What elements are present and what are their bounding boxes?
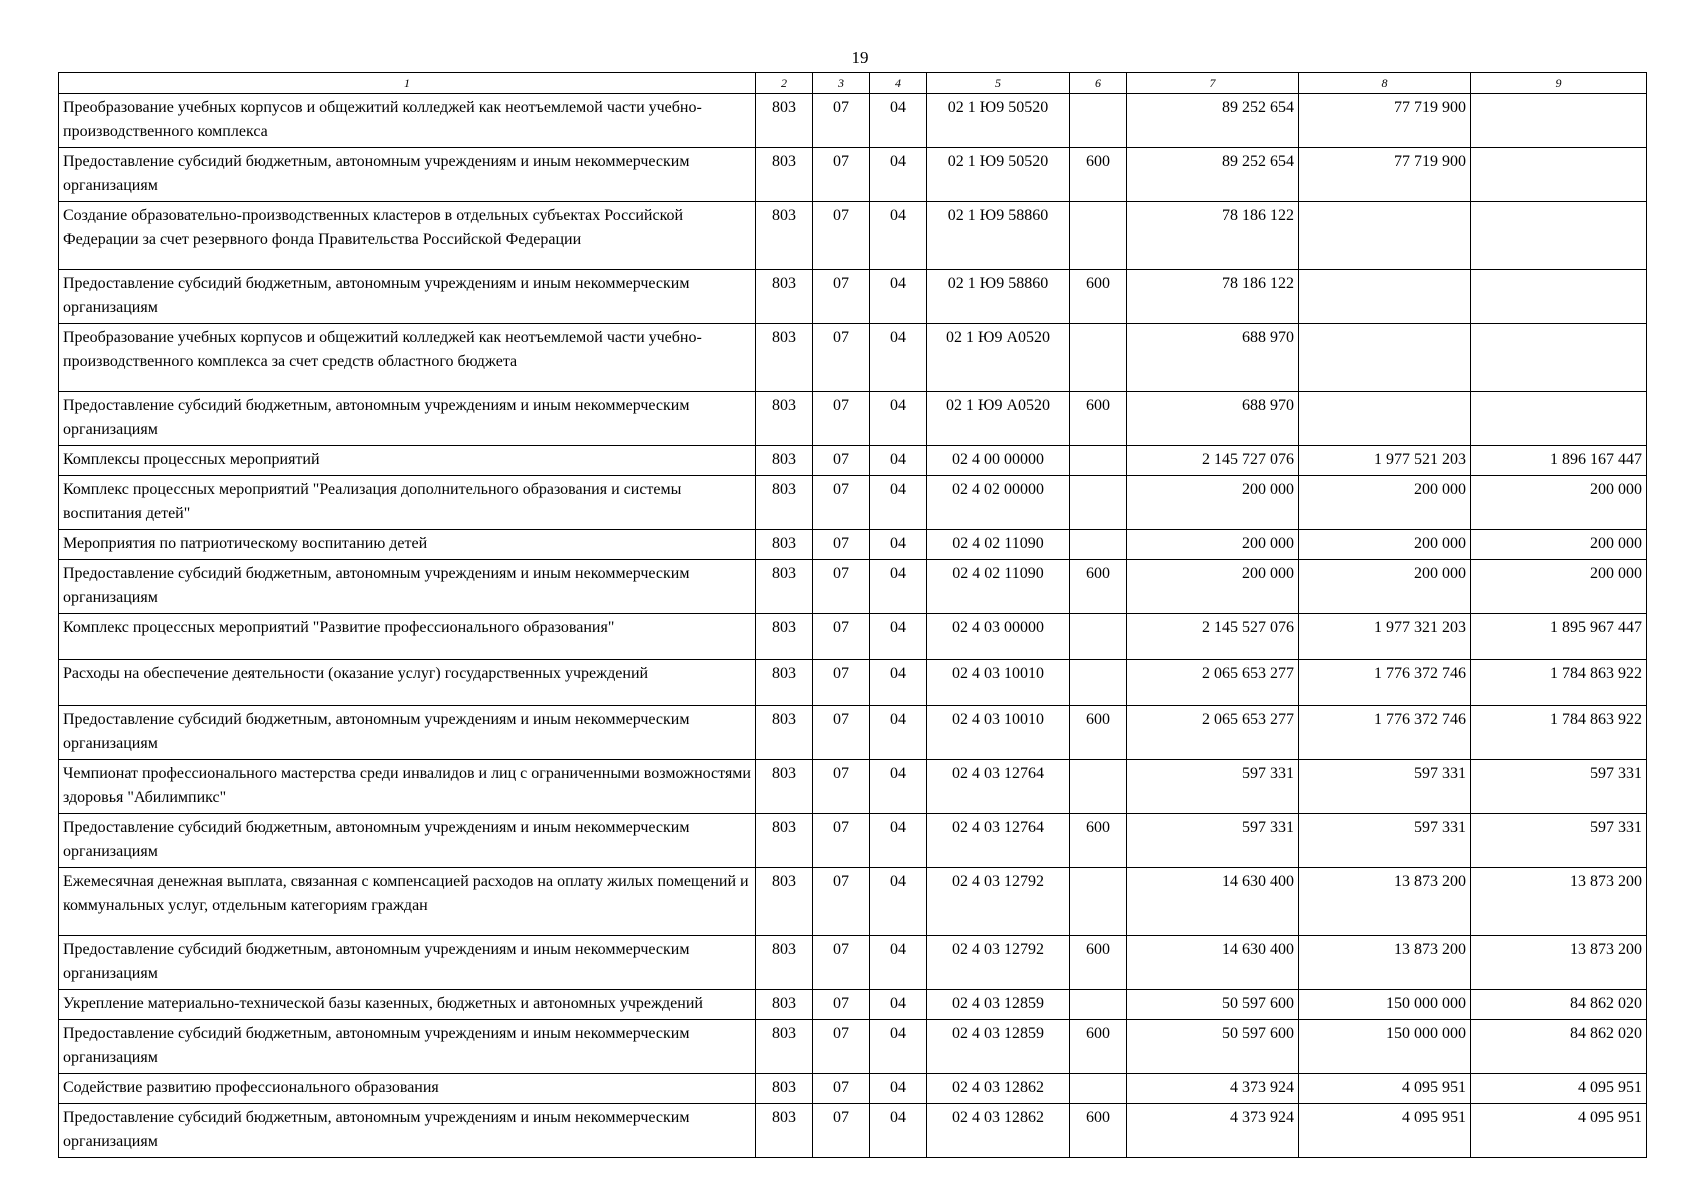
expense-type-cell: 600: [1070, 270, 1127, 324]
target-article-cell: 02 4 03 12764: [927, 814, 1070, 868]
section-code-cell: 07: [813, 148, 870, 202]
expense-type-cell: [1070, 760, 1127, 814]
subsection-code-cell: 04: [870, 990, 927, 1020]
subsection-code-cell: 04: [870, 660, 927, 706]
table-row: [59, 202, 1647, 270]
ministry-code-cell: 803: [756, 990, 813, 1020]
target-article-cell: 02 4 03 12862: [927, 1104, 1070, 1158]
subsection-code-cell: 04: [870, 202, 927, 270]
amount-year2-cell: [1299, 270, 1471, 324]
ministry-code-cell: 803: [756, 1104, 813, 1158]
section-code-cell: 07: [813, 94, 870, 148]
amount-year3-cell: 84 862 020: [1471, 990, 1647, 1020]
table-row: [59, 530, 1647, 560]
expense-name-cell: Предоставление субсидий бюджетным, автономным учреждениям и иным некоммерческим организациям: [59, 936, 756, 990]
expense-type-cell: [1070, 868, 1127, 936]
subsection-code-cell: 04: [870, 936, 927, 990]
section-code-cell: 07: [813, 660, 870, 706]
ministry-code-cell: 803: [756, 814, 813, 868]
expense-name-cell: Предоставление субсидий бюджетным, автономным учреждениям и иным некоммерческим организациям: [59, 392, 756, 446]
amount-year3-cell: [1471, 324, 1647, 392]
amount-year1-cell: 14 630 400: [1127, 936, 1299, 990]
table-row: [59, 148, 1647, 202]
amount-year1-cell: 89 252 654: [1127, 148, 1299, 202]
subsection-code-cell: 04: [870, 446, 927, 476]
expense-type-cell: [1070, 476, 1127, 530]
section-code-cell: 07: [813, 530, 870, 560]
ministry-code-cell: 803: [756, 530, 813, 560]
expense-type-cell: 600: [1070, 1020, 1127, 1074]
amount-year3-cell: 4 095 951: [1471, 1104, 1647, 1158]
amount-year1-cell: 597 331: [1127, 814, 1299, 868]
column-number: 8: [1299, 73, 1471, 94]
target-article-cell: 02 1 Ю9 50520: [927, 94, 1070, 148]
table-row: [59, 270, 1647, 324]
amount-year2-cell: 13 873 200: [1299, 868, 1471, 936]
section-code-cell: 07: [813, 868, 870, 936]
expense-name-cell: Чемпионат профессионального мастерства среди инвалидов и лиц с ограниченными возможностями здоровья "Абилимпикс": [59, 760, 756, 814]
expense-type-cell: 600: [1070, 814, 1127, 868]
target-article-cell: 02 1 Ю9 58860: [927, 270, 1070, 324]
amount-year1-cell: 200 000: [1127, 560, 1299, 614]
amount-year1-cell: 200 000: [1127, 530, 1299, 560]
target-article-cell: 02 4 03 10010: [927, 706, 1070, 760]
target-article-cell: 02 4 03 12792: [927, 936, 1070, 990]
expense-type-cell: [1070, 990, 1127, 1020]
amount-year2-cell: 13 873 200: [1299, 936, 1471, 990]
expense-name-cell: Предоставление субсидий бюджетным, автономным учреждениям и иным некоммерческим организациям: [59, 1104, 756, 1158]
target-article-cell: 02 4 03 12862: [927, 1074, 1070, 1104]
expense-type-cell: 600: [1070, 1104, 1127, 1158]
table-row: [59, 760, 1647, 814]
page-number: 19: [851, 48, 869, 67]
target-article-cell: 02 1 Ю9 50520: [927, 148, 1070, 202]
ministry-code-cell: 803: [756, 446, 813, 476]
expense-name-cell: Предоставление субсидий бюджетным, автономным учреждениям и иным некоммерческим организациям: [59, 148, 756, 202]
amount-year3-cell: 4 095 951: [1471, 1074, 1647, 1104]
section-code-cell: 07: [813, 760, 870, 814]
amount-year2-cell: [1299, 324, 1471, 392]
ministry-code-cell: 803: [756, 148, 813, 202]
section-code-cell: 07: [813, 1074, 870, 1104]
target-article-cell: 02 4 03 12792: [927, 868, 1070, 936]
expense-type-cell: 600: [1070, 560, 1127, 614]
column-number: 2: [756, 73, 813, 94]
column-number: 9: [1471, 73, 1647, 94]
table-row: [59, 392, 1647, 446]
target-article-cell: 02 4 03 12859: [927, 1020, 1070, 1074]
amount-year3-cell: 13 873 200: [1471, 868, 1647, 936]
amount-year2-cell: [1299, 392, 1471, 446]
amount-year2-cell: 597 331: [1299, 760, 1471, 814]
amount-year2-cell: 200 000: [1299, 560, 1471, 614]
table-row: [59, 560, 1647, 614]
expense-type-cell: [1070, 446, 1127, 476]
subsection-code-cell: 04: [870, 560, 927, 614]
amount-year3-cell: 1 895 967 447: [1471, 614, 1647, 660]
expense-type-cell: [1070, 660, 1127, 706]
target-article-cell: 02 4 02 00000: [927, 476, 1070, 530]
subsection-code-cell: 04: [870, 1104, 927, 1158]
expense-type-cell: [1070, 530, 1127, 560]
column-number: 6: [1070, 73, 1127, 94]
amount-year1-cell: 89 252 654: [1127, 94, 1299, 148]
amount-year3-cell: 1 784 863 922: [1471, 660, 1647, 706]
column-number: 3: [813, 73, 870, 94]
ministry-code-cell: 803: [756, 202, 813, 270]
section-code-cell: 07: [813, 270, 870, 324]
expense-name-cell: Комплекс процессных мероприятий "Развитие профессионального образования": [59, 614, 756, 660]
subsection-code-cell: 04: [870, 530, 927, 560]
table-row: [59, 1020, 1647, 1074]
amount-year1-cell: 78 186 122: [1127, 270, 1299, 324]
expense-type-cell: 600: [1070, 148, 1127, 202]
expense-type-cell: [1070, 202, 1127, 270]
amount-year1-cell: 597 331: [1127, 760, 1299, 814]
expense-name-cell: Предоставление субсидий бюджетным, автономным учреждениям и иным некоммерческим организациям: [59, 270, 756, 324]
subsection-code-cell: 04: [870, 94, 927, 148]
section-code-cell: 07: [813, 202, 870, 270]
amount-year3-cell: [1471, 94, 1647, 148]
ministry-code-cell: 803: [756, 868, 813, 936]
expense-name-cell: Комплекс процессных мероприятий "Реализация дополнительного образования и системы воспитания детей": [59, 476, 756, 530]
column-number: 7: [1127, 73, 1299, 94]
amount-year2-cell: 77 719 900: [1299, 94, 1471, 148]
section-code-cell: 07: [813, 392, 870, 446]
amount-year1-cell: 2 145 727 076: [1127, 446, 1299, 476]
target-article-cell: 02 4 02 11090: [927, 560, 1070, 614]
subsection-code-cell: 04: [870, 270, 927, 324]
section-code-cell: 07: [813, 990, 870, 1020]
target-article-cell: 02 1 Ю9 А0520: [927, 324, 1070, 392]
amount-year1-cell: 50 597 600: [1127, 990, 1299, 1020]
subsection-code-cell: 04: [870, 1020, 927, 1074]
amount-year1-cell: 2 065 653 277: [1127, 660, 1299, 706]
amount-year2-cell: 1 977 521 203: [1299, 446, 1471, 476]
expense-type-cell: [1070, 324, 1127, 392]
expense-name-cell: Расходы на обеспечение деятельности (оказание услуг) государственных учреждений: [59, 660, 756, 706]
section-code-cell: 07: [813, 560, 870, 614]
amount-year3-cell: 13 873 200: [1471, 936, 1647, 990]
expense-type-cell: 600: [1070, 392, 1127, 446]
amount-year2-cell: [1299, 202, 1471, 270]
amount-year2-cell: 200 000: [1299, 476, 1471, 530]
amount-year3-cell: 1 784 863 922: [1471, 706, 1647, 760]
table-row: [59, 94, 1647, 148]
amount-year2-cell: 1 776 372 746: [1299, 660, 1471, 706]
target-article-cell: 02 1 Ю9 58860: [927, 202, 1070, 270]
column-number-row: [59, 73, 1647, 94]
amount-year1-cell: 688 970: [1127, 324, 1299, 392]
ministry-code-cell: 803: [756, 324, 813, 392]
target-article-cell: 02 4 03 10010: [927, 660, 1070, 706]
amount-year2-cell: 200 000: [1299, 530, 1471, 560]
column-number: 4: [870, 73, 927, 94]
amount-year3-cell: 200 000: [1471, 560, 1647, 614]
table-row: [59, 476, 1647, 530]
target-article-cell: 02 4 02 11090: [927, 530, 1070, 560]
section-code-cell: 07: [813, 476, 870, 530]
amount-year2-cell: 597 331: [1299, 814, 1471, 868]
amount-year2-cell: 4 095 951: [1299, 1104, 1471, 1158]
table-row: [59, 446, 1647, 476]
amount-year2-cell: 1 977 321 203: [1299, 614, 1471, 660]
amount-year3-cell: [1471, 202, 1647, 270]
subsection-code-cell: 04: [870, 148, 927, 202]
table-body: [59, 94, 1647, 1158]
table-row: [59, 660, 1647, 706]
section-code-cell: 07: [813, 1020, 870, 1074]
section-code-cell: 07: [813, 814, 870, 868]
ministry-code-cell: 803: [756, 614, 813, 660]
ministry-code-cell: 803: [756, 1074, 813, 1104]
expense-name-cell: Предоставление субсидий бюджетным, автономным учреждениям и иным некоммерческим организациям: [59, 560, 756, 614]
ministry-code-cell: 803: [756, 392, 813, 446]
ministry-code-cell: 803: [756, 270, 813, 324]
amount-year3-cell: 597 331: [1471, 814, 1647, 868]
table-row: [59, 1074, 1647, 1104]
subsection-code-cell: 04: [870, 614, 927, 660]
amount-year1-cell: 2 145 527 076: [1127, 614, 1299, 660]
amount-year2-cell: 150 000 000: [1299, 1020, 1471, 1074]
expense-name-cell: Содействие развитию профессионального образования: [59, 1074, 756, 1104]
expense-name-cell: Комплексы процессных мероприятий: [59, 446, 756, 476]
expense-type-cell: [1070, 614, 1127, 660]
table-row: [59, 1104, 1647, 1158]
subsection-code-cell: 04: [870, 706, 927, 760]
amount-year1-cell: 4 373 924: [1127, 1074, 1299, 1104]
ministry-code-cell: 803: [756, 760, 813, 814]
table-row: [59, 706, 1647, 760]
target-article-cell: 02 4 03 00000: [927, 614, 1070, 660]
section-code-cell: 07: [813, 1104, 870, 1158]
amount-year3-cell: [1471, 148, 1647, 202]
amount-year1-cell: 78 186 122: [1127, 202, 1299, 270]
amount-year2-cell: 1 776 372 746: [1299, 706, 1471, 760]
amount-year1-cell: 4 373 924: [1127, 1104, 1299, 1158]
subsection-code-cell: 04: [870, 1074, 927, 1104]
target-article-cell: 02 4 03 12859: [927, 990, 1070, 1020]
expense-name-cell: Преобразование учебных корпусов и общежитий колледжей как неотъемлемой части учебно-производственного комплекса за счет средств областного бюджета: [59, 324, 756, 392]
ministry-code-cell: 803: [756, 560, 813, 614]
expense-type-cell: [1070, 1074, 1127, 1104]
expense-type-cell: [1070, 94, 1127, 148]
table-row: [59, 868, 1647, 936]
expense-type-cell: 600: [1070, 936, 1127, 990]
column-number: 5: [927, 73, 1070, 94]
expense-name-cell: Предоставление субсидий бюджетным, автономным учреждениям и иным некоммерческим организациям: [59, 814, 756, 868]
amount-year1-cell: 200 000: [1127, 476, 1299, 530]
expense-name-cell: Преобразование учебных корпусов и общежитий колледжей как неотъемлемой части учебно-производственного комплекса: [59, 94, 756, 148]
amount-year1-cell: 14 630 400: [1127, 868, 1299, 936]
expense-type-cell: 600: [1070, 706, 1127, 760]
subsection-code-cell: 04: [870, 868, 927, 936]
subsection-code-cell: 04: [870, 324, 927, 392]
expense-name-cell: Мероприятия по патриотическому воспитанию детей: [59, 530, 756, 560]
section-code-cell: 07: [813, 706, 870, 760]
amount-year3-cell: [1471, 270, 1647, 324]
ministry-code-cell: 803: [756, 94, 813, 148]
amount-year3-cell: 200 000: [1471, 530, 1647, 560]
table-row: [59, 990, 1647, 1020]
amount-year1-cell: 50 597 600: [1127, 1020, 1299, 1074]
amount-year1-cell: 2 065 653 277: [1127, 706, 1299, 760]
ministry-code-cell: 803: [756, 936, 813, 990]
expense-name-cell: Предоставление субсидий бюджетным, автономным учреждениям и иным некоммерческим организациям: [59, 706, 756, 760]
table-row: [59, 614, 1647, 660]
section-code-cell: 07: [813, 446, 870, 476]
amount-year3-cell: 1 896 167 447: [1471, 446, 1647, 476]
ministry-code-cell: 803: [756, 476, 813, 530]
ministry-code-cell: 803: [756, 660, 813, 706]
amount-year2-cell: 77 719 900: [1299, 148, 1471, 202]
expense-name-cell: Создание образовательно-производственных кластеров в отдельных субъектах Российской Федерации за счет резервного фонда Правительства Российской Федерации: [59, 202, 756, 270]
amount-year2-cell: 150 000 000: [1299, 990, 1471, 1020]
expense-name-cell: Ежемесячная денежная выплата, связанная с компенсацией расходов на оплату жилых помещений и коммунальных услуг, отдельным категориям граждан: [59, 868, 756, 936]
ministry-code-cell: 803: [756, 706, 813, 760]
amount-year3-cell: 84 862 020: [1471, 1020, 1647, 1074]
subsection-code-cell: 04: [870, 760, 927, 814]
target-article-cell: 02 4 03 12764: [927, 760, 1070, 814]
amount-year1-cell: 688 970: [1127, 392, 1299, 446]
target-article-cell: 02 1 Ю9 А0520: [927, 392, 1070, 446]
target-article-cell: 02 4 00 00000: [927, 446, 1070, 476]
expense-name-cell: Укрепление материально-технической базы казенных, бюджетных и автономных учреждений: [59, 990, 756, 1020]
section-code-cell: 07: [813, 614, 870, 660]
column-number: 1: [59, 73, 756, 94]
section-code-cell: 07: [813, 936, 870, 990]
section-code-cell: 07: [813, 324, 870, 392]
subsection-code-cell: 04: [870, 814, 927, 868]
amount-year3-cell: 597 331: [1471, 760, 1647, 814]
ministry-code-cell: 803: [756, 1020, 813, 1074]
table-row: [59, 324, 1647, 392]
budget-table: [58, 72, 1647, 1158]
amount-year3-cell: [1471, 392, 1647, 446]
amount-year2-cell: 4 095 951: [1299, 1074, 1471, 1104]
subsection-code-cell: 04: [870, 392, 927, 446]
table-row: [59, 814, 1647, 868]
subsection-code-cell: 04: [870, 476, 927, 530]
expense-name-cell: Предоставление субсидий бюджетным, автономным учреждениям и иным некоммерческим организациям: [59, 1020, 756, 1074]
table-row: [59, 936, 1647, 990]
amount-year3-cell: 200 000: [1471, 476, 1647, 530]
